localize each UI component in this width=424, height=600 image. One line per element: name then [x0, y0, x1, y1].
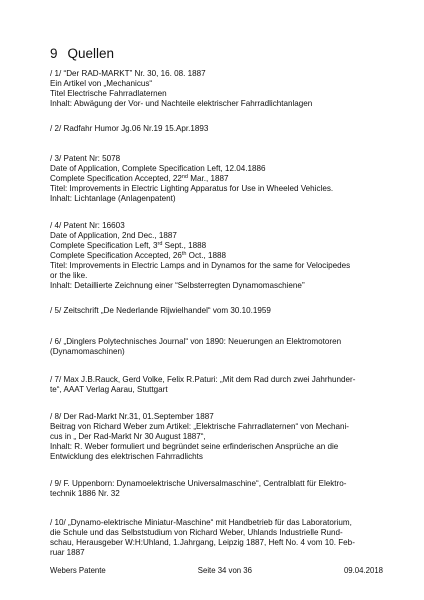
reference-line: / 4/ Patent Nr: 16603: [50, 221, 125, 230]
reference-line: / 6/ „Dinglers Polytechnisches Journal“ von 1890: Neuerungen an Elektromotoren: [50, 337, 342, 346]
reference-line: Ein Artikel von „Mechanicus“: [50, 79, 153, 88]
footer-date: 09.04.2018: [343, 566, 383, 575]
reference-entry: [50, 412, 388, 462]
section-heading: [50, 46, 114, 61]
reference-line: or the like.: [50, 271, 88, 280]
reference-line: Titel Electrische Fahrradlaternen: [50, 89, 167, 98]
reference-line: / 1/ “Der RAD-MARKT” Nr. 30, 16. 08. 1887: [50, 69, 206, 78]
reference-entry: [50, 479, 388, 499]
reference-entry: [50, 375, 388, 395]
reference-line: Inhalt: Abwägung der Vor- und Nachteile elektrischer Fahrradlichtanlagen: [50, 99, 313, 108]
reference-line: / 9/ F. Uppenborn: Dynamoelektrische Universalmaschine“, Centralblatt für Elektro-: [50, 479, 347, 488]
reference-line: / 5/ Zeitschrift „De Nederlande Rijwielhandel“ vom 30.10.1959: [50, 306, 271, 315]
reference-line: / 7/ Max J.B.Rauck, Gerd Volke, Felix R.Paturi: „Mit dem Rad durch zwei Jahrhunder-: [50, 375, 356, 384]
reference-line: Complete Specification Accepted, 26th Oct., 1888: [50, 251, 227, 260]
reference-line: Entwicklung des elektrischen Fahrradlichts: [50, 452, 203, 461]
reference-line: / 10/ „Dynamo-elektrische Miniatur-Maschine“ mit Handbetrieb für das Laboratorium,: [50, 518, 352, 527]
reference-line: die Schule und das Selbststudium von Richard Weber, Uhlands Industrielle Rund-: [50, 528, 343, 537]
reference-line: ruar 1887: [50, 548, 85, 557]
reference-line: technik 1886 Nr. 32: [50, 489, 120, 498]
reference-line: / 3/ Patent Nr: 5078: [50, 154, 121, 163]
page-footer: [50, 566, 383, 575]
reference-line: Complete Specification Left, 3rd Sept., 1888: [50, 241, 207, 250]
reference-line: Beitrag von Richard Weber zum Artikel: „Elektrische Fahrradlaternen“ von Mechani-: [50, 422, 349, 431]
reference-line: te“, AAAT Verlag Aarau, Stuttgart: [50, 385, 168, 394]
reference-entry: [50, 306, 388, 316]
reference-line: Date of Application, 2nd Dec., 1887: [50, 231, 177, 240]
reference-line: schau, Herausgeber W:H:Uhland, 1.Jahrgang, Leipzig 1887, Heft No. 4 vom 10. Feb-: [50, 538, 355, 547]
reference-entry: [50, 124, 388, 134]
reference-entry: [50, 69, 388, 109]
reference-line: / 2/ Radfahr Humor Jg.06 Nr.19 15.Apr.1893: [50, 124, 209, 133]
section-title: Quellen: [67, 46, 115, 61]
reference-line: cus in „ Der Rad-Markt Nr 30 August 1887“,: [50, 432, 206, 441]
reference-entry: [50, 518, 388, 558]
reference-line: Titel: Improvements in Electric Lighting Apparatus for Use in Wheeled Vehicles.: [50, 184, 334, 193]
reference-line: Titel: Improvements in Electric Lamps and in Dynamos for the same for Velocipedes: [50, 261, 351, 270]
reference-line: Inhalt: R. Weber formuliert und begründet seine erfinderischen Ansprüche an die: [50, 442, 339, 451]
reference-entry: [50, 337, 388, 357]
reference-line: (Dynamomaschinen): [50, 347, 125, 356]
reference-entry: [50, 221, 388, 291]
reference-line: Inhalt: Lichtanlage (Anlagenpatent): [50, 194, 176, 203]
reference-line: Complete Specification Accepted, 22nd Mar., 1887: [50, 174, 229, 183]
footer-page-number: Seite 34 von 36: [197, 566, 252, 575]
reference-line: Date of Application, Complete Specification Left, 12.04.1886: [50, 164, 266, 173]
section-number: 9: [50, 46, 58, 61]
reference-line: Inhalt: Detaillierte Zeichnung einer “Selbsterregten Dynamomaschiene”: [50, 281, 305, 290]
reference-entry: [50, 154, 388, 204]
reference-line: / 8/ Der Rad-Markt Nr.31, 01.September 1887: [50, 412, 214, 421]
footer-document-title: Webers Patente: [50, 566, 106, 575]
